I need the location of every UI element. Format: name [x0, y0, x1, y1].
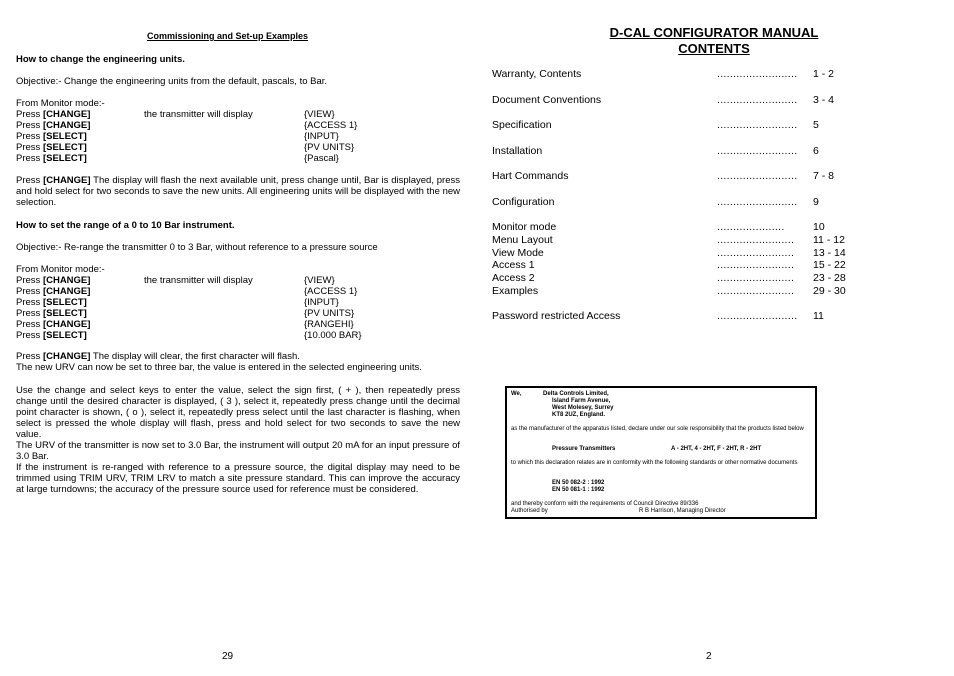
step-display-code: {VIEW} — [304, 275, 335, 286]
toc-entry-pages: 11 - 12 — [813, 234, 845, 246]
step-press: Press [CHANGE] — [16, 319, 91, 330]
toc-entry-title: Access 2 — [492, 272, 535, 284]
step-row — [16, 109, 460, 120]
decl-models: A - 2HT, 4 - 2HT, F - 2HT, R - 2HT — [671, 446, 762, 452]
step-press: Press [SELECT] — [16, 153, 87, 164]
step-row — [16, 275, 460, 286]
step-display-code: {Pascal} — [304, 153, 339, 164]
paragraph-re-range: If the instrument is re-ranged with reference to a pressure source, the digital display may need to be trimmed using TRIM URV, TRIM LRV to match a site pressure standard. This can improve the accuracy at large turndowns; the accuracy of the pressure source used for reference must be considered. — [16, 462, 460, 495]
step-row — [16, 286, 460, 297]
decl-address-2: West Molesey, Surrey — [552, 405, 614, 411]
toc-leader-dots: ......................... — [717, 196, 798, 208]
toc-entry-pages: 29 - 30 — [813, 285, 846, 297]
step-display-code: {INPUT} — [304, 297, 339, 308]
step-display-code: {ACCESS 1} — [304, 120, 358, 131]
toc-entry-title: Monitor mode — [492, 221, 557, 233]
step-description: the transmitter will display — [144, 275, 253, 286]
toc-leader-dots: ........................ — [717, 272, 795, 284]
heading-set-range: How to set the range of a 0 to 10 Bar instrument. — [16, 220, 235, 231]
toc-entry-pages: 15 - 22 — [813, 259, 846, 271]
right-page — [477, 0, 954, 676]
toc-entry-title: Warranty, Contents — [492, 68, 582, 80]
toc-entry-pages: 3 - 4 — [813, 94, 835, 106]
toc-entry-title: Installation — [492, 145, 543, 157]
decl-standard-1: EN 50 082-2 : 1992 — [552, 480, 605, 486]
declaration-of-conformity — [505, 386, 817, 519]
toc-entry-pages: 6 — [813, 145, 819, 157]
toc-entry-title: Configuration — [492, 196, 555, 208]
toc-leader-dots: ......................... — [717, 94, 798, 106]
step-display-code: {PV UNITS} — [304, 308, 355, 319]
manual-title-line1: D-CAL CONFIGURATOR MANUAL — [609, 25, 819, 40]
step-press: Press [CHANGE] — [16, 275, 91, 286]
step-row — [16, 319, 460, 330]
toc-entry-pages: 1 - 2 — [813, 68, 835, 80]
toc-leader-dots: ........................ — [717, 259, 795, 271]
heading-engineering-units: How to change the engineering units. — [16, 54, 185, 65]
toc-entry[interactable] — [492, 234, 912, 247]
toc-entry-pages: 10 — [813, 221, 825, 233]
toc-leader-dots: ......................... — [717, 68, 798, 80]
manual-title — [604, 25, 824, 57]
page-number-left: 29 — [222, 651, 234, 662]
toc-entry-pages: 13 - 14 — [813, 247, 846, 259]
from-monitor-mode-2: From Monitor mode:- — [16, 264, 105, 275]
step-display-code: {RANGEHI} — [304, 319, 354, 330]
toc-entry[interactable] — [492, 68, 912, 81]
paragraph-urv-set: The URV of the transmitter is now set to 3.0 Bar, the instrument will output 20 mA for an input pressure of 3.0 Bar. — [16, 440, 460, 462]
step-row — [16, 120, 460, 131]
step-press: Press [CHANGE] — [16, 109, 91, 120]
step-row — [16, 297, 460, 308]
toc-entry[interactable] — [492, 170, 912, 183]
page-number-right: 2 — [706, 651, 712, 662]
step-press: Press [CHANGE] — [16, 286, 91, 297]
step-press: Press [SELECT] — [16, 297, 87, 308]
toc-leader-dots: ......................... — [717, 145, 798, 157]
section-title: Commissioning and Set-up Examples — [147, 31, 309, 41]
toc-leader-dots: ......................... — [717, 310, 798, 322]
decl-signatory: R B Harrison, Managing Director — [639, 508, 726, 514]
decl-standard-2: EN 50 081-1 : 1992 — [552, 487, 605, 493]
paragraph-new-urv: The new URV can now be set to three bar, the value is entered in the selected engineering units. — [16, 362, 422, 373]
manual-title-line2: CONTENTS — [678, 41, 750, 56]
step-display-code: {VIEW} — [304, 109, 335, 120]
decl-address-1: Island Farm Avenue, — [552, 398, 611, 404]
toc-leader-dots: ......................... — [717, 170, 798, 182]
decl-statement: as the manufacturer of the apparatus listed, declare under our sole responsibility that the products listed below — [511, 426, 804, 432]
toc-entry-pages: 5 — [813, 119, 819, 131]
toc-entry[interactable] — [492, 310, 912, 323]
toc-entry-pages: 11 — [813, 310, 824, 322]
step-press: Press [SELECT] — [16, 131, 87, 142]
decl-authorised-by: Authorised by — [511, 508, 548, 514]
toc-leader-dots: ..................... — [717, 221, 785, 233]
toc-entry[interactable] — [492, 272, 912, 285]
step-press: Press [CHANGE] — [16, 120, 91, 131]
toc-entry[interactable] — [492, 259, 912, 272]
toc-entry-pages: 7 - 8 — [813, 170, 835, 182]
decl-product: Pressure Transmitters — [552, 446, 616, 452]
toc-entry[interactable] — [492, 94, 912, 107]
toc-entry-title: Examples — [492, 285, 539, 297]
step-press: Press [SELECT] — [16, 330, 87, 341]
objective-1: Objective:- Change the engineering units from the default, pascals, to Bar. — [16, 76, 328, 87]
step-press: Press [SELECT] — [16, 142, 87, 153]
decl-company: Delta Controls Limited, — [543, 391, 609, 397]
decl-conformity: to which this declaration relates are in conformity with the following standards or other normative documents — [511, 460, 798, 466]
paragraph-display-clear: Press [CHANGE] The display will clear, the first character will flash. — [16, 351, 300, 362]
toc-entry-pages: 9 — [813, 196, 819, 208]
toc-leader-dots: ......................... — [717, 119, 798, 131]
step-press: Press [SELECT] — [16, 308, 87, 319]
paragraph-change-units: Press [CHANGE] The display will flash the next available unit, press change until, Bar is displayed, press and hold select for two seconds to save the new units. All engineering units will be displayed with the new selection. — [16, 175, 460, 208]
step-display-code: {INPUT} — [304, 131, 339, 142]
toc-entry-title: Access 1 — [492, 259, 535, 271]
toc-entry-title: Menu Layout — [492, 234, 553, 246]
toc-leader-dots: ........................ — [717, 247, 795, 259]
step-row — [16, 330, 460, 341]
toc-entry-title: Password restricted Access — [492, 310, 621, 322]
toc-leader-dots: ........................ — [717, 285, 795, 297]
step-row — [16, 131, 460, 142]
decl-directive: and thereby conform with the requirements of Council Directive 89/336 — [511, 501, 699, 507]
step-row — [16, 142, 460, 153]
toc-entry-title: Specification — [492, 119, 552, 131]
step-display-code: {ACCESS 1} — [304, 286, 358, 297]
toc-entry[interactable] — [492, 285, 912, 298]
toc-entry-title: Hart Commands — [492, 170, 569, 182]
step-display-code: {10.000 BAR} — [304, 330, 362, 341]
toc-entry[interactable] — [492, 221, 912, 234]
step-row — [16, 153, 460, 164]
toc-entry-title: Document Conventions — [492, 94, 602, 106]
toc-entry[interactable] — [492, 145, 912, 158]
step-description: the transmitter will display — [144, 109, 253, 120]
toc-entry-title: View Mode — [492, 247, 544, 259]
step-display-code: {PV UNITS} — [304, 142, 355, 153]
step-row — [16, 308, 460, 319]
paragraph-enter-value: Use the change and select keys to enter the value, select the sign first, ( + ), then repeatedly press change until the desired character is displayed, ( 3 ), select it, repeatedly press change until the decimal point character is shown, ( o ), select it, repeatedly press select until the last character is flashing, when select is pressed the whole display will flash, press and hold select for two seconds to save the new value. — [16, 385, 460, 440]
from-monitor-mode-1: From Monitor mode:- — [16, 98, 105, 109]
toc-leader-dots: ........................ — [717, 234, 795, 246]
decl-we: We, — [511, 391, 522, 397]
toc-entry[interactable] — [492, 196, 912, 209]
toc-entry[interactable] — [492, 119, 912, 132]
objective-2: Objective:- Re-range the transmitter 0 to 3 Bar, without reference to a pressure source — [16, 242, 378, 253]
decl-address-3: KT8 2UZ, England. — [552, 412, 606, 418]
toc-entry-pages: 23 - 28 — [813, 272, 846, 284]
